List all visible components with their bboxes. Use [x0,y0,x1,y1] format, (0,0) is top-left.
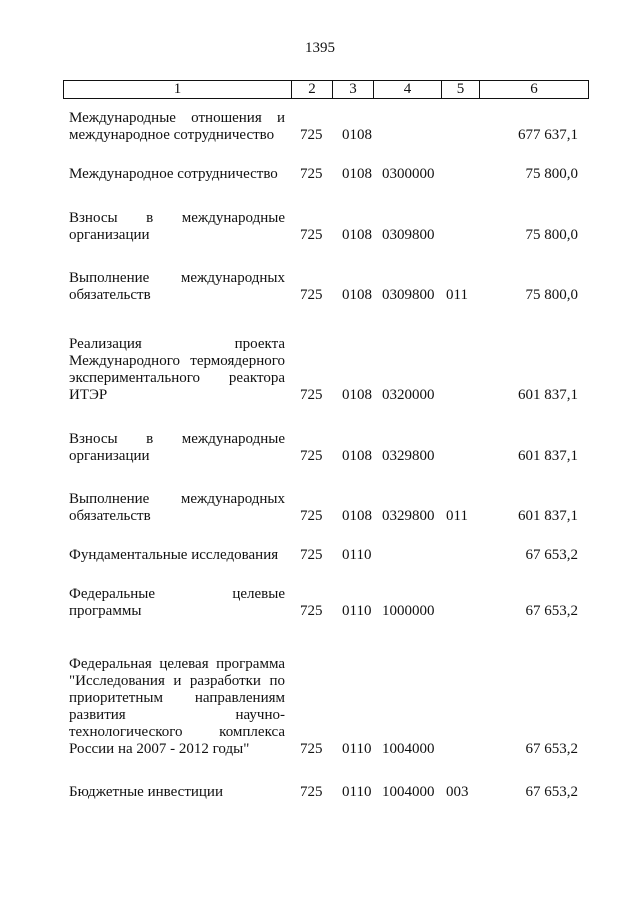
row-col-3: 0108 [342,287,372,303]
row-col-6: 677 637,1 [518,127,578,143]
row-col-4: 1004000 [382,784,435,800]
row-name [69,336,285,404]
row-name [69,431,285,465]
row-col-4: 1004000 [382,741,435,757]
header-col-1: 1 [64,81,292,99]
row-col-3: 0110 [342,741,372,757]
row-col-4: 0329800 [382,448,435,464]
row-col-3: 0108 [342,166,372,182]
row-name-line: технологического комплекса [69,724,285,740]
row-col-6: 67 653,2 [525,603,578,619]
row-name [69,166,285,183]
row-col-4: 0309800 [382,287,435,303]
row-col-2: 725 [300,287,323,303]
row-name-line: Реализация проекта [69,336,285,352]
row-name-line: Международные отношения и [69,110,285,126]
row-col-2: 725 [300,387,323,403]
row-col-4: 0309800 [382,227,435,243]
row-name-line: "Исследования и разработки по [69,673,285,689]
row-name [69,110,285,144]
row-name-line: программы [69,603,142,619]
header-col-2: 2 [292,81,333,99]
row-col-2: 725 [300,784,323,800]
row-col-2: 725 [300,448,323,464]
row-col-3: 0108 [342,227,372,243]
row-name-line: обязательств [69,287,151,303]
header-col-6: 6 [480,81,589,99]
row-col-2: 725 [300,547,323,563]
row-name-line: Федеральная целевая программа [69,656,285,672]
row-name [69,784,285,801]
header-col-5: 5 [442,81,480,99]
row-col-6: 67 653,2 [525,741,578,757]
row-col-3: 0110 [342,547,372,563]
row-col-2: 725 [300,127,323,143]
row-col-6: 601 837,1 [518,387,578,403]
row-col-6: 75 800,0 [525,287,578,303]
row-name [69,656,285,758]
row-name-line: Взносы в международные [69,431,285,447]
header-col-3: 3 [333,81,374,99]
row-name-line: Выполнение международных [69,491,285,507]
row-col-6: 601 837,1 [518,508,578,524]
row-name-line: организации [69,448,150,464]
row-col-2: 725 [300,227,323,243]
row-col-4: 1000000 [382,603,435,619]
row-name-line: Взносы в международные [69,210,285,226]
row-name-line: обязательств [69,508,151,524]
row-name-line: ИТЭР [69,387,108,403]
row-col-2: 725 [300,166,323,182]
row-col-5: 011 [446,287,468,303]
row-col-3: 0110 [342,784,372,800]
row-name [69,586,285,620]
row-col-4: 0320000 [382,387,435,403]
row-name [69,210,285,244]
row-name-line: Фундаментальные исследования [69,547,279,563]
row-name [69,270,285,304]
row-name-line: развития научно- [69,707,285,723]
row-name-line: экспериментального реактора [69,370,285,386]
row-name-line: приоритетным направлениям [69,690,285,706]
row-name-line: Федеральные целевые [69,586,285,602]
row-col-3: 0108 [342,508,372,524]
row-col-6: 67 653,2 [525,547,578,563]
page-number: 1395 [305,40,335,56]
row-col-3: 0110 [342,603,372,619]
row-name-line: Выполнение международных [69,270,285,286]
row-col-6: 601 837,1 [518,448,578,464]
row-name-line: организации [69,227,150,243]
row-col-6: 75 800,0 [525,227,578,243]
row-name-line: Бюджетные инвестиции [69,784,223,800]
row-name [69,491,285,525]
header-col-4: 4 [374,81,442,99]
row-name-line: Международное сотрудничество [69,166,278,182]
row-col-3: 0108 [342,448,372,464]
row-col-5: 011 [446,508,468,524]
row-col-3: 0108 [342,127,372,143]
row-col-4: 0300000 [382,166,435,182]
column-header-row [63,80,589,99]
row-col-2: 725 [300,603,323,619]
row-col-5: 003 [446,784,469,800]
row-name-line: России на 2007 - 2012 годы" [69,741,250,757]
row-col-6: 67 653,2 [525,784,578,800]
row-name-line: Международного термоядерного [69,353,285,369]
row-col-2: 725 [300,741,323,757]
row-name-line: международное сотрудничество [69,127,275,143]
row-col-3: 0108 [342,387,372,403]
row-name [69,547,285,564]
row-col-4: 0329800 [382,508,435,524]
row-col-6: 75 800,0 [525,166,578,182]
row-col-2: 725 [300,508,323,524]
